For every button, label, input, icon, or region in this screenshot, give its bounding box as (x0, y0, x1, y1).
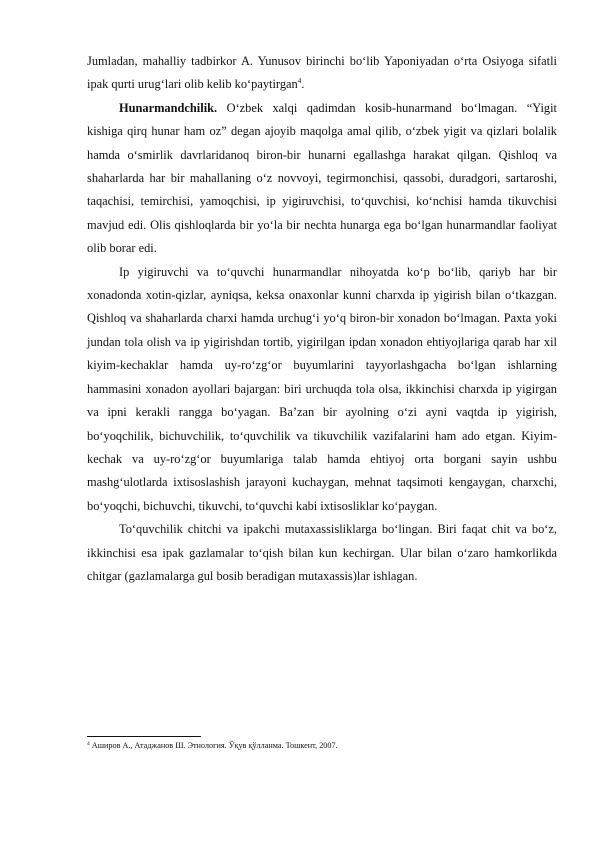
page-body (87, 50, 557, 588)
paragraph-spinning-weaving (87, 261, 557, 518)
paragraph-silk-import (87, 50, 557, 97)
paragraph-end-punctuation: . (301, 77, 305, 92)
footnote-separator (87, 736, 201, 737)
footnote-marker: 4 (87, 741, 90, 747)
section-heading-inline: Hunarmandchilik. (119, 100, 218, 115)
paragraph-text: O‘zbek xalqi qadimdan kosib-hunarmand bo‘lmagan. “Yigit kishiga qirq hunar ham oz” degan ajoyib maqolga amal qilib, o‘zbek yigit va qizlari bolalik hamda o‘smirlik davrlaridanoq biron-bir hunarni egallashga harakat qilgan. Qishloq va shaharlarda har bir mahallaning o‘z novvoyi, tegirmonchisi, qassobi, duradgori, sartaroshi, taqachisi, temirchisi, yamoqchisi, ip yigiruvchisi, to‘quvchisi, ko‘nchisi hamda tikuvchisi mavjud edi. Olis qishloqlarda bir yo‘la bir nechta hunarga ega bo‘lgan hunarmandlar faoliyat olib borar edi. (87, 100, 557, 256)
footnote (87, 740, 557, 751)
footnote-reference[interactable]: 4 (297, 77, 302, 86)
paragraph-weaving-specialization (87, 518, 557, 588)
paragraph-handicraft (87, 97, 557, 261)
paragraph-text: Jumladan, mahalliy tadbirkor A. Yunusov birinchi bo‘lib Yaponiyadan o‘rta Osiyoga sifatli ipak qurti urug‘lari olib kelib ko‘paytirgan (87, 54, 557, 92)
footnote-text: Аширов А., Атаджанов Ш. Этнология. Ўқув қўлланма. Тошкент, 2007. (89, 741, 338, 750)
paragraph-text: To‘quvchilik chitchi va ipakchi mutaxassisliklarga bo‘lingan. Biri faqat chit va bo‘z, ikkinchisi esa ipak gazlamalar to‘qish bilan kun kechirgan. Ular bilan o‘zaro hamkorlikda chitgar (gazlamalarga gul bosib beradigan mutaxassis)lar ishlagan. (87, 522, 557, 583)
paragraph-text: Ip yigiruvchi va to‘quvchi hunarmandlar nihoyatda ko‘p bo‘lib, qariyb har bir xonadonda xotin-qizlar, ayniqsa, keksa onaxonlar kunni charxda ip yigirish bilan o‘tkazgan. Qishloq va shaharlarda charxi hamda urchug‘i yo‘q biron-bir xonadon bo‘lmagan. Paxta yoki jundan tola olish va ip yigirishdan tortib, yigirilgan ipdan xonadon ehtiyojlariga qarab har xil kiyim-kechaklar hamda uy-ro‘zg‘or buyumlarini tayyorlashgacha bo‘lgan ishlarning hammasini xonadon ayollari bajargan: biri urchuqda tola olsa, ikkinchisi charxda ip yigirgan va ipni kerakli rangga bo‘yagan. Ba’zan bir ayolning o‘zi ayni vaqtda ip yigirish, bo‘yoqchilik, bichuvchilik, to‘quvchilik va tikuvchilik vazifalarini ham ado etgan. Kiyim-kechak va uy-ro‘zg‘or buyumlariga talab hamda ehtiyoj orta borgani sayin ushbu mashg‘ulotlarda ixtisoslashish jarayoni kuchaygan, mehnat taqsimoti kengaygan, charxchi, bo‘yoqchi, bichuvchi, tikuvchi, to‘quvchi kabi ixtisosliklar ko‘paygan. (87, 264, 557, 513)
